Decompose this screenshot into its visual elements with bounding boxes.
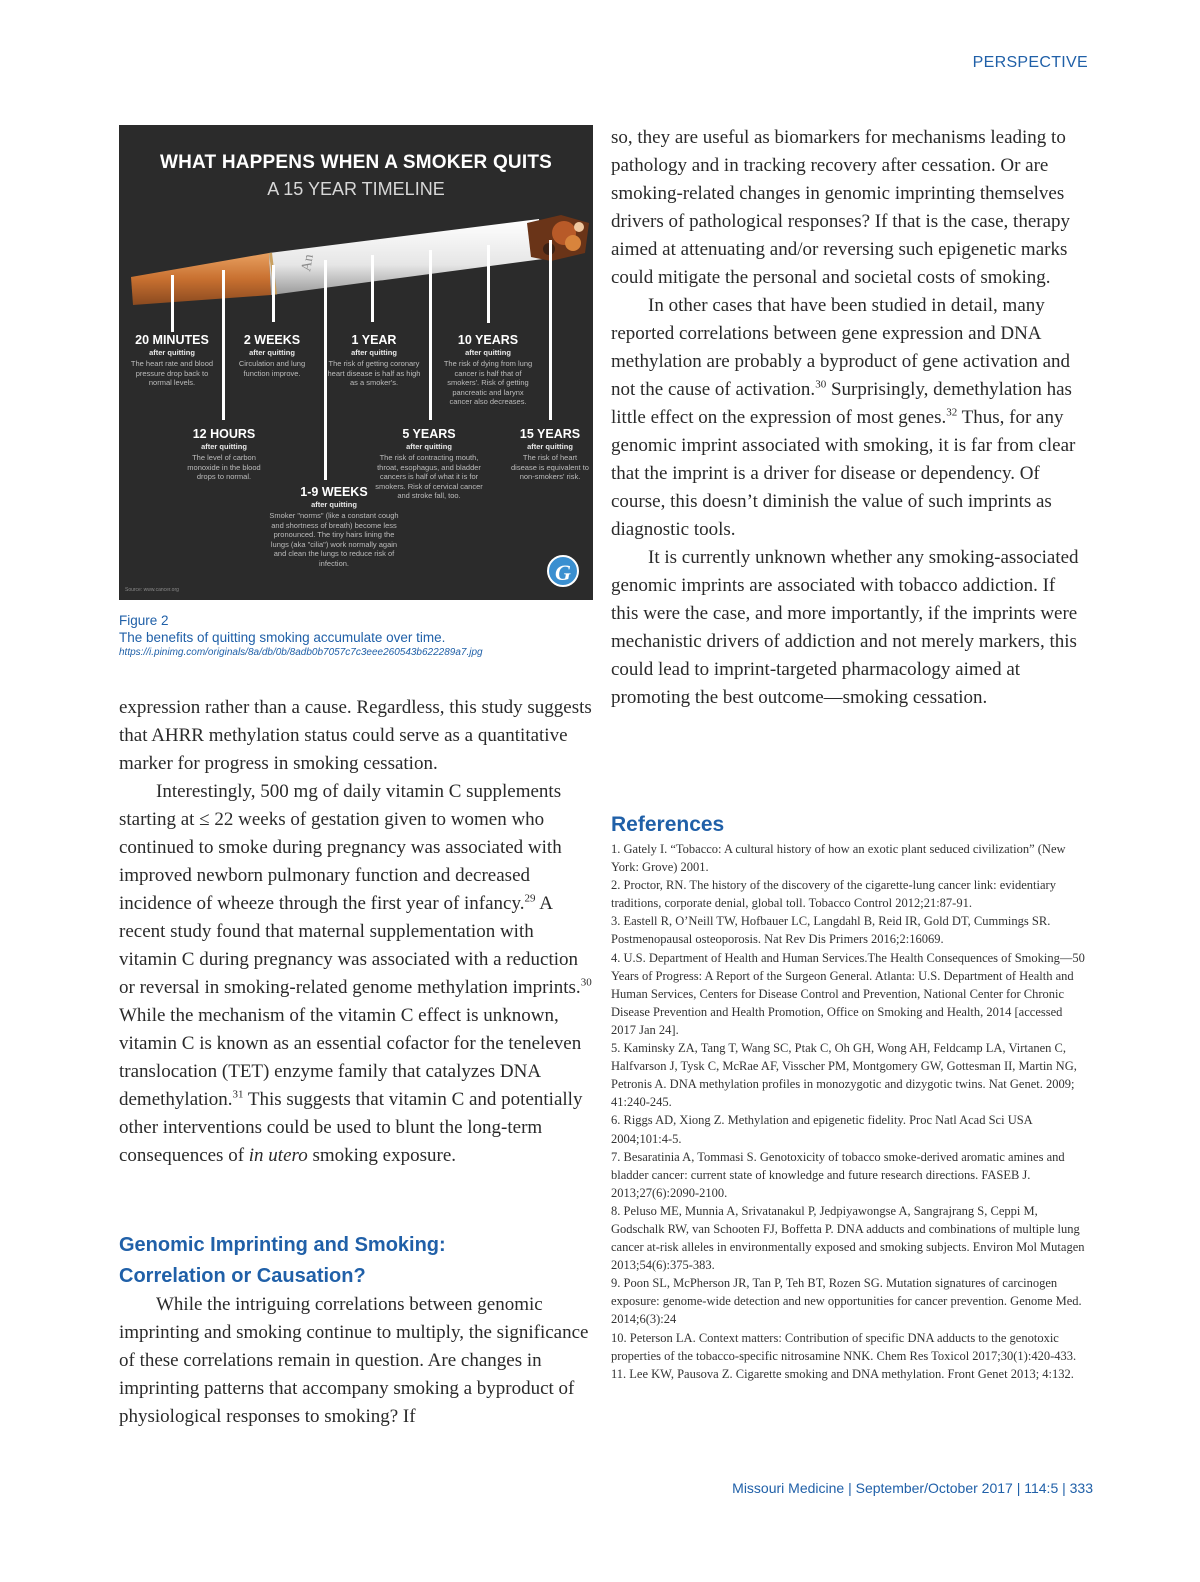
timeline-line-10-years bbox=[487, 245, 490, 323]
text-run: Interestingly, 500 mg of daily vitamin C supplements starting at ≤ 22 weeks of gestation given to women who continued to smoke during pregnancy was associated with improved newborn pulmonary function and decreased incidence of wheeze through the first year of infancy. bbox=[119, 781, 562, 914]
paragraph bbox=[611, 292, 1086, 544]
milestone-desc: Smoker "norms" (like a constant cough and shortness of breath) become less pronounced. The tiny hairs lining the lungs (aka "cilia") work normally again and clean the lungs to reduce risk of infection. bbox=[269, 511, 399, 568]
paragraph: so, they are useful as biomarkers for mechanisms leading to pathology and in tracking recovery after cessation. Or are smoking-related changes in genomic imprinting themselves drivers of pathological responses? If that is the case, therapy aimed at attenuating and/or reversing such epigenetic marks could mitigate the personal and societal costs of smoking. bbox=[611, 127, 1071, 288]
milestone-desc: Circulation and lung function improve. bbox=[238, 359, 306, 378]
milestone-10-years bbox=[441, 333, 535, 407]
cigarette-illustration bbox=[119, 205, 593, 305]
right-column-text bbox=[611, 124, 1086, 712]
milestone-desc: The risk of getting coronary heart disease is half as high as a smoker's. bbox=[327, 359, 421, 387]
reference-item: 4. U.S. Department of Health and Human Services.The Health Consequences of Smoking—50 Years of Progress: A Report of the Surgeon General. Atlanta: U.S. Department of Health and Human Services, Centers for Disease Control and Prevention, National Center for Chronic Disease Prevention and Health Promotion, Office on Smoking and Health, 2014 [accessed 2017 Jan 24]. bbox=[611, 950, 1085, 1037]
left-column-section-text bbox=[119, 1291, 594, 1431]
milestone-sub: after quitting bbox=[249, 348, 295, 357]
text-run: This suggests that vitamin C and potentially other interventions could be used to blunt the long-term consequences of bbox=[119, 1089, 583, 1166]
reference-item: 3. Eastell R, O’Neill TW, Hofbauer LC, Langdahl B, Reid IR, Gold DT, Cummings SR. Postmenopausal osteoporosis. Nat Rev Dis Primers 2016;2:16069. bbox=[611, 914, 1051, 947]
references-list bbox=[611, 840, 1089, 1383]
figure-caption-text: The benefits of quitting smoking accumulate over time. bbox=[119, 630, 446, 645]
milestone-desc: The risk of heart disease is equivalent to non-smokers' risk. bbox=[511, 453, 589, 481]
milestone-label: 2 WEEKS bbox=[243, 333, 301, 347]
paragraph: expression rather than a cause. Regardless, this study suggests that AHRR methylation status could serve as a quantitative marker for progress in smoking cessation. bbox=[119, 697, 592, 774]
infographic-subtitle: A 15 YEAR TIMELINE bbox=[267, 179, 445, 199]
reference-item: 5. Kaminsky ZA, Tang T, Wang SC, Ptak C, Oh GH, Wong AH, Feldcamp LA, Virtanen C, Halfvarson J, Tysk C, McRae AF, Visscher PM, Montgomery GW, Gottesman II, Martin NG, Petronis A. DNA methylation profiles in monozygotic and dizygotic twins. Nat Genet. 2009; 41:240-245. bbox=[611, 1041, 1077, 1110]
page-footer: Missouri Medicine | September/October 2017 | 114:5 | 333 bbox=[732, 1480, 1093, 1496]
smoker-quits-infographic bbox=[119, 125, 593, 600]
milestone-sub: after quitting bbox=[406, 442, 452, 451]
milestone-sub: after quitting bbox=[351, 348, 397, 357]
references-heading: References bbox=[611, 813, 725, 836]
text-run: Surprisingly, demethylation has little effect on the expression of most genes. bbox=[611, 379, 1072, 428]
timeline-line-2-weeks bbox=[272, 265, 275, 322]
text-run: While the mechanism of the vitamin C effect is unknown, vitamin C is known as an essential cofactor for the teneleven translocation (TET) enzyme family that catalyzes DNA demethylation. bbox=[119, 1005, 582, 1110]
timeline-line-1-year bbox=[371, 255, 374, 322]
milestone-2-weeks bbox=[227, 333, 317, 378]
citation: 29 bbox=[524, 892, 536, 905]
left-column-text bbox=[119, 694, 594, 1170]
timeline-line-5-years bbox=[429, 250, 432, 420]
text-run: In other cases that have been studied in detail, many reported correlations between gene expression and DNA methylation are probably a byproduct of gene activation and not the cause of activation. bbox=[611, 295, 1071, 400]
milestone-1-9-weeks bbox=[269, 485, 399, 568]
paragraph: While the intriguing correlations between genomic imprinting and smoking continue to multiply, the significance of these correlations remain in question. Are changes in imprinting patterns that accompany smoking a byproduct of physiological responses to smoking? If bbox=[119, 1294, 589, 1427]
section-heading-line: Correlation or Causation? bbox=[119, 1265, 366, 1287]
milestone-12-hours bbox=[177, 427, 271, 482]
milestone-desc: The level of carbon monoxide in the blood drops to normal. bbox=[187, 453, 261, 481]
reference-item: 2. Proctor, RN. The history of the discovery of the cigarette-lung cancer link: evidentiary traditions, corporate denial, global toll. Tobacco Control 2012;21:87-91. bbox=[611, 878, 1056, 911]
reference-item: 11. Lee KW, Pausova Z. Cigarette smoking and DNA methylation. Front Genet 2013; 4:132. bbox=[611, 1366, 1074, 1381]
milestone-label: 12 HOURS bbox=[192, 427, 256, 441]
citation: 31 bbox=[232, 1088, 244, 1101]
milestone-sub: after quitting bbox=[527, 442, 573, 451]
citation: 32 bbox=[946, 406, 958, 419]
timeline-line-12-hours bbox=[222, 270, 225, 420]
timeline-line-20-minutes bbox=[171, 275, 174, 332]
figure-number: Figure 2 bbox=[119, 613, 169, 628]
text-run: A recent study found that maternal supplementation with vitamin C during pregnancy was associated with a reduction or reversal in smoking-related genome methylation imprints. bbox=[119, 893, 581, 998]
italic-term: in utero bbox=[248, 1145, 308, 1166]
publisher-logo: G bbox=[547, 555, 579, 587]
figure-caption bbox=[119, 612, 483, 659]
milestone-sub: after quitting bbox=[465, 348, 511, 357]
milestone-label: 5 YEARS bbox=[402, 427, 456, 441]
milestone-sub: after quitting bbox=[149, 348, 195, 357]
figure-source-url[interactable]: https://i.pinimg.com/originals/8a/db/0b/8adb0b7057c7c3eee260543b622289a7.jpg bbox=[119, 647, 483, 658]
reference-item: 6. Riggs AD, Xiong Z. Methylation and epigenetic fidelity. Proc Natl Acad Sci USA 2004;101:4-5. bbox=[611, 1113, 1033, 1146]
citation: 30 bbox=[580, 976, 592, 989]
timeline-line-15-years bbox=[549, 240, 552, 420]
cigarette-brand: An bbox=[299, 253, 317, 273]
paragraph bbox=[119, 778, 594, 1170]
text-run: smoking exposure. bbox=[307, 1145, 457, 1166]
milestone-label: 15 YEARS bbox=[519, 427, 581, 441]
milestone-label: 10 YEARS bbox=[457, 333, 519, 347]
milestone-label: 20 MINUTES bbox=[135, 333, 209, 347]
milestone-sub: after quitting bbox=[201, 442, 247, 451]
infographic-source: Source: www.cancer.org bbox=[125, 587, 179, 593]
milestone-20-minutes bbox=[125, 333, 219, 388]
milestone-desc: The risk of dying from lung cancer is half that of smokers'. Risk of getting pancreatic and larynx cancer also decreases. bbox=[443, 359, 533, 406]
reference-item: 7. Besaratinia A, Tommasi S. Genotoxicity of tobacco smoke-derived aromatic amines and bladder cancer: current state of knowledge and future research directions. FASEB J. 2013;27(6):2090-2100. bbox=[611, 1149, 1065, 1200]
milestone-desc: The heart rate and blood pressure drop back to normal levels. bbox=[130, 359, 214, 387]
milestone-1-year bbox=[326, 333, 422, 388]
reference-item: 10. Peterson LA. Context matters: Contribution of specific DNA adducts to the genotoxic properties of the tobacco-specific nitrosamine NNK. Chem Res Toxicol 2017;30(1):420-433. bbox=[611, 1330, 1077, 1363]
reference-item: 1. Gately I. “Tobacco: A cultural history of how an exotic plant seduced civilization” (New York: Grove) 2001. bbox=[611, 842, 1066, 875]
citation: 30 bbox=[815, 378, 827, 391]
milestone-label: 1-9 WEEKS bbox=[300, 485, 368, 499]
reference-item: 8. Peluso ME, Munnia A, Srivatanakul P, Jedpiyawongse A, Sangrajrang S, Ceppi M, Godschalk RW, van Schooten FJ, Boffetta P. DNA adducts and combinations of multiple lung cancer at-risk alleles in environmentally exposed and smoking subjects. Environ Mol Mutagen 2013;54(6):375-383. bbox=[611, 1203, 1085, 1273]
milestone-label: 1 YEAR bbox=[351, 333, 397, 347]
milestone-sub: after quitting bbox=[311, 500, 357, 509]
milestone-15-years bbox=[511, 427, 589, 482]
section-heading-line: Genomic Imprinting and Smoking: bbox=[119, 1234, 446, 1256]
section-label: PERSPECTIVE bbox=[972, 54, 1088, 71]
section-heading bbox=[119, 1230, 594, 1292]
text-run: Thus, for any genomic imprint associated with smoking, it is far from clear that the imprint is a driver for disease or dependency. Of course, this doesn’t diminish the value of such imprints as diagnostic tools. bbox=[611, 407, 1076, 540]
milestone-desc: The risk of contracting mouth, throat, esophagus, and bladder cancers is half of what it is for smokers. Risk of cervical cancer and stroke fall, too. bbox=[375, 453, 483, 500]
paragraph: It is currently unknown whether any smoking-associated genomic imprints are associated with tobacco addiction. If this were the case, and more importantly, if the imprints were mechanistic drivers of addiction and not merely markers, this could lead to imprint-targeted pharmacology aimed at promoting the best outcome—smoking cessation. bbox=[611, 547, 1079, 708]
infographic-title: WHAT HAPPENS WHEN A SMOKER QUITS bbox=[159, 152, 553, 173]
reference-item: 9. Poon SL, McPherson JR, Tan P, Teh BT, Rozen SG. Mutation signatures of carcinogen exposure: genome-wide detection and new opportunities for cancer prevention. Genome Med. 2014;6(3):24 bbox=[611, 1276, 1082, 1327]
